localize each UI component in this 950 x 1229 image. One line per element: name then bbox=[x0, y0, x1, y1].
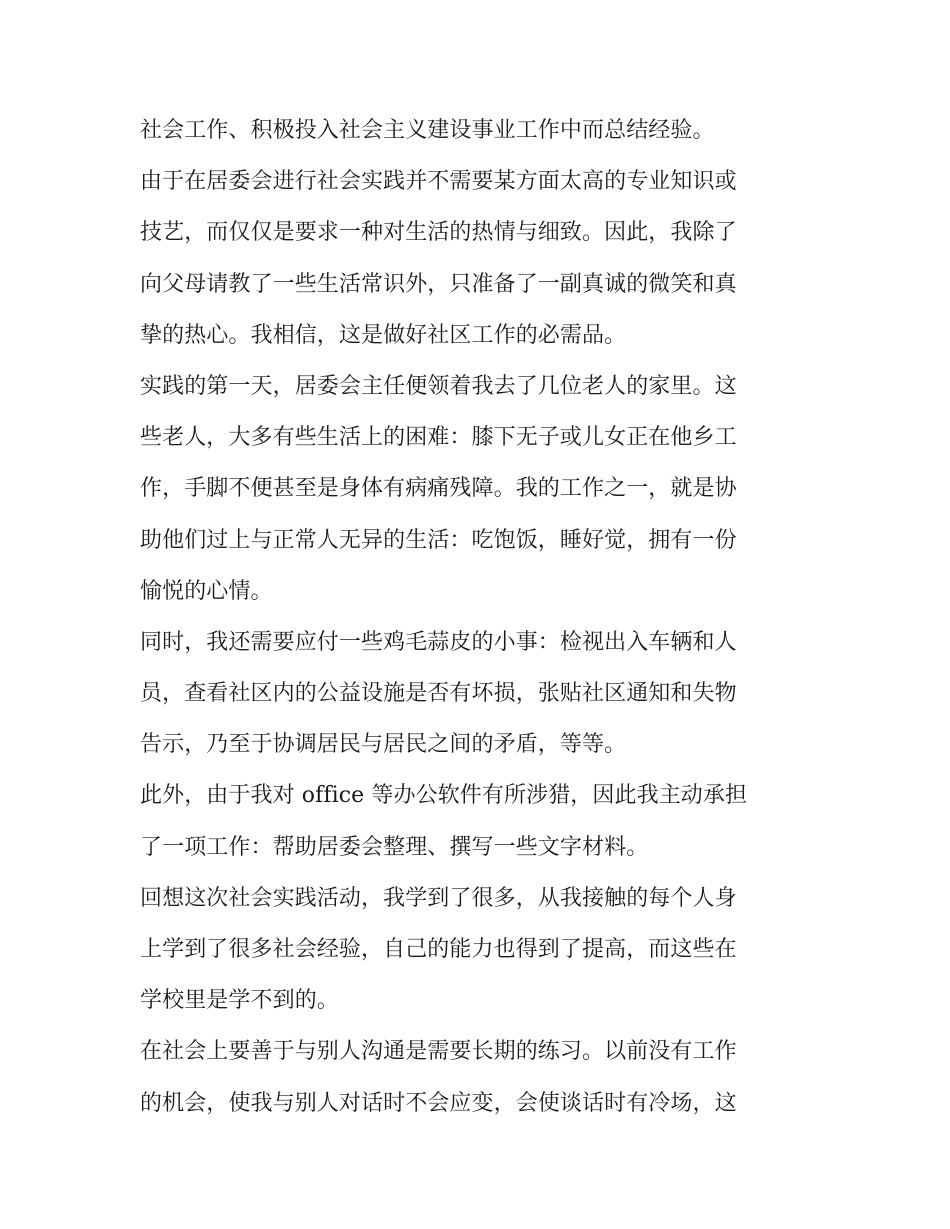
text-line: 了一项工作：帮助居委会整理、撰写一些文字材料。 bbox=[140, 834, 649, 860]
text-line: 的机会，使我与别人对话时不会应变，会使谈话时有冷场，这 bbox=[140, 1090, 737, 1116]
text-line: 员，查看社区内的公益设施是否有坏损，张贴社区通知和失物 bbox=[140, 681, 737, 707]
text-line: 告示，乃至于协调居民与居民之间的矛盾，等等。 bbox=[140, 732, 627, 758]
text-line: 在社会上要善于与别人沟通是需要长期的练习。以前没有工作 bbox=[140, 1039, 737, 1065]
text-line: 作，手脚不便甚至是身体有病痛残障。我的工作之一，就是协 bbox=[140, 476, 737, 502]
text-line: 助他们过上与正常人无异的生活：吃饱饭，睡好觉，拥有一份 bbox=[140, 527, 737, 553]
text-line: 社会工作、积极投入社会主义建设事业工作中而总结经验。 bbox=[140, 118, 715, 143]
text-line: 技艺，而仅仅是要求一种对生活的热情与细致。因此，我除了 bbox=[140, 220, 737, 246]
text-line: 同时，我还需要应付一些鸡毛蒜皮的小事：检视出入车辆和人 bbox=[140, 629, 737, 655]
text-line: 回想这次社会实践活动，我学到了很多，从我接触的每个人身 bbox=[140, 885, 737, 911]
text-line: 实践的第一天，居委会主任便领着我去了几位老人的家里。这 bbox=[140, 373, 737, 399]
text-line: 挚的热心。我相信，这是做好社区工作的必需品。 bbox=[140, 322, 627, 348]
text-line: 些老人，大多有些生活上的困难：膝下无子或儿女正在他乡工 bbox=[140, 425, 737, 451]
text-line: 上学到了很多社会经验，自己的能力也得到了提高，而这些在 bbox=[140, 937, 737, 962]
text-line: 愉悦的心情。 bbox=[140, 578, 273, 604]
text-line: 由于在居委会进行社会实践并不需要某方面太高的专业知识或 bbox=[140, 169, 737, 195]
document-body bbox=[140, 105, 815, 1129]
text-line: 学校里是学不到的。 bbox=[140, 988, 339, 1014]
text-line: 向父母请教了一些生活常识外，只准备了一副真诚的微笑和真 bbox=[140, 271, 737, 297]
text-line: 此外，由于我对 office 等办公软件有所涉猎，因此我主动承担 bbox=[140, 783, 748, 809]
